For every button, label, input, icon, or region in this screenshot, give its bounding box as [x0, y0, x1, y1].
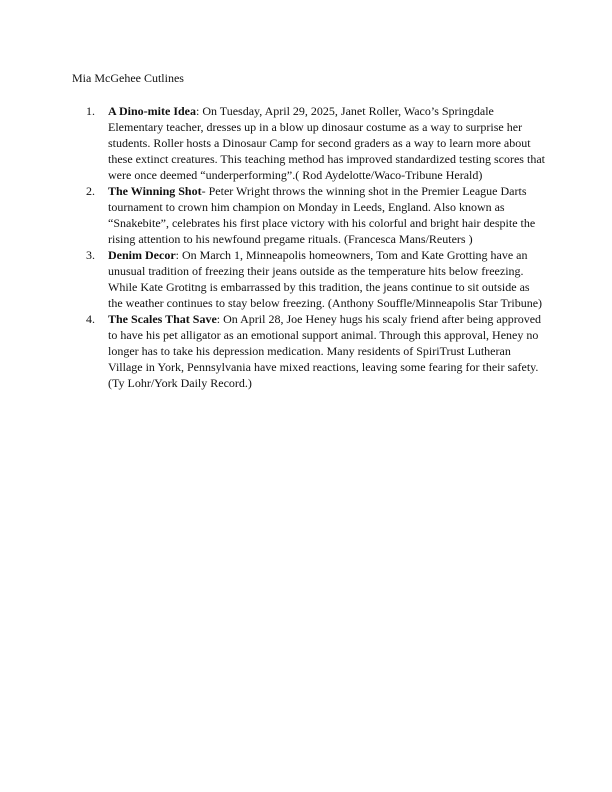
cutline-number: 2. — [86, 184, 95, 198]
cutline-item-4 — [86, 311, 546, 391]
cutline-body: On March 1, Minneapolis homeowners, Tom and Kate Grotting have an unusual tradition of freezing their jeans outside as the temperature hits below freezing. While Kate Grotitng is embarrassed by this tradition, the jeans continue to sit outside as the weather continues to stay below freezing. (Anthony Souffle/Minneapolis Star Tribune) — [108, 248, 543, 310]
cutline-heading: A Dino-mite Idea — [108, 104, 196, 118]
cutline-body: Peter Wright throws the winning shot in the Premier League Darts tournament to crown him champion on Monday in Leeds, England. Also known as “Snakebite”, celebrates his first place victory with his colorful and bright hair despite the rising attention to his newfound pregame rituals. (Francesca Mans/Reuters ) — [108, 184, 536, 246]
cutlines-list — [86, 103, 546, 391]
cutline-separator: : — [175, 248, 182, 262]
cutline-separator: : — [216, 312, 224, 326]
cutline-body: On Tuesday, April 29, 2025, Janet Roller, Waco’s Springdale Elementary teacher, dresses up in a blow up dinosaur costume as a way to surprise her students. Roller hosts a Dinosaur Camp for second graders as a way to learn more about these extinct creatures. This teaching method has improved standardized testing scores that were once deemed “underperforming”.( Rod Aydelotte/Waco-Tribune Herald) — [108, 104, 545, 182]
cutline-body: On April 28, Joe Heney hugs his scaly friend after being approved to have his pet alligator as an emotional support animal. Through this approval, Heney no longer has to take his depression medication. Many residents of SpiriTrust Lutheran Village in York, Pennsylvania have mixed reactions, leaving some fearing for their safety. (Ty Lohr/York Daily Record.) — [108, 312, 542, 390]
cutline-number: 4. — [86, 312, 95, 326]
document-title: Mia McGehee Cutlines — [72, 71, 184, 85]
cutline-item-2 — [86, 183, 546, 247]
cutline-item-3 — [86, 247, 546, 311]
cutline-number: 1. — [86, 104, 95, 118]
cutline-heading: The Scales That Save — [108, 312, 217, 326]
cutline-item-1 — [86, 103, 546, 183]
cutline-heading: The Winning Shot — [108, 184, 202, 198]
cutline-separator: - — [201, 184, 209, 198]
cutline-separator: : — [196, 104, 203, 118]
cutline-heading: Denim Decor — [108, 248, 176, 262]
cutline-number: 3. — [86, 248, 95, 262]
